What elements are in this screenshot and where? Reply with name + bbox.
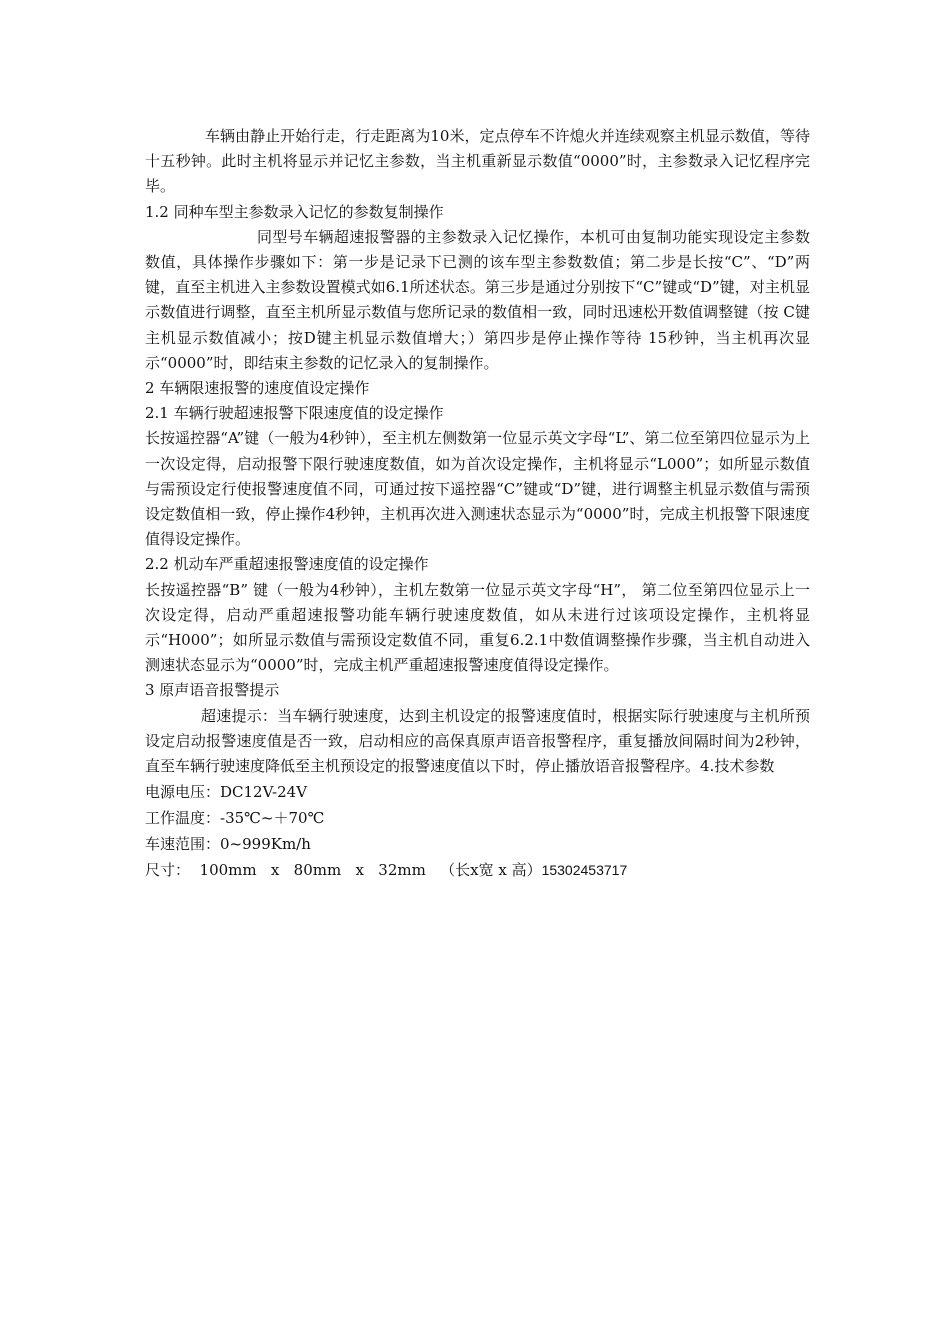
spec-speed-range: 车速范围：0~999Km/h [145,835,311,854]
section-heading-3: 3 原声语音报警提示 [145,681,280,700]
spec-dimensions-line [145,857,810,883]
spec-operating-temperature: 工作温度：-35℃~＋70℃ [145,809,325,828]
paragraph-main-param-record: 车辆由静止开始行走，行走距离为10米，定点停车不许熄火并连续观察主机显示数值，等待十五秒钟。此时主机将显示并记忆主参数，当主机重新显示数值“0000”时，主参数录入记忆程序完毕。 [145,127,810,196]
spec-phone-number: 15302453717 [541,862,628,879]
section-heading-2-2: 2.2 机动车严重超速报警速度值的设定操作 [145,555,429,574]
paragraph-severe-overspeed-setting: 长按遥控器“B” 键（一般为4秒钟），主机左数第一位显示英文字母“H”， 第二位至第四位显示上一次设定得，启动严重超速报警功能车辆行驶速度数值，如从未进行过该项设定操作，主机将显示“H000”；如所显示数值与需预设定数值不同，重复6.2.1中数值调整操作步骤，当主机自动进入测速状态显示为“0000”时，完成主机严重超速报警速度值得设定操作。 [145,580,810,675]
paragraph-voice-alarm: 超速提示：当车辆行驶速度，达到主机设定的报警速度值时，根据实际行驶速度与主机所预设定启动报警速度值是否一致，启动相应的高保真原声语音报警程序，重复播放间隔时间为2秒钟，直至车辆行驶速度降低至主机预设定的报警速度值以下时，停止播放语音报警程序。4.技术参数 [145,706,810,776]
paragraph-param-copy: 同型号车辆超速报警器的主参数录入记忆操作，本机可由复制功能实现设定主参数数值，具体操作步骤如下：第一步是记录下已测的该车型主参数数值；第二步是长按“C”、“D”两键，直至主机进入主参数设置模式如6.1所述状态。第三步是通过分别按下“C”键或“D”键，对主机显示数值进行调整，直至主机所显示数值与您所记录的数值相一致，同时迅速松开数值调整键（按 C键主机显示数值减小；按D键主机显示数值增大；）第四步是停止操作等待 15秒钟，当主机再次显示“0000”时，即结束主参数的记忆录入的复制操作。 [145,227,810,372]
section-heading-1-2: 1.2 同种车型主参数录入记忆的参数复制操作 [145,202,444,221]
spec-power-voltage: 电源电压：DC12V-24V [145,783,308,802]
section-heading-2-1: 2.1 车辆行驶超速报警下限速度值的设定操作 [145,404,444,423]
section-heading-2: 2 车辆限速报警的速度值设定操作 [145,379,370,398]
spec-dimensions: 尺寸： 100mm x 80mm x 32mm （长x宽 x 高） [145,861,542,880]
paragraph-lower-limit-setting: 长按遥控器“A”键（一般为4秒钟），至主机左侧数第一位显示英文字母“L”、第二位至第四位显示为上一次设定得，启动报警下限行驶速度数值，如为首次设定操作，主机将显示“L000”；如所显示数值与需预设定行使报警速度值不同，可通过按下遥控器“C”键或“D”键，进行调整主机显示数值与需预设定数值相一致，停止操作4秒钟，主机再次进入测速状态显示为“0000”时，完成主机报警下限速度值得设定操作。 [145,429,810,549]
document-page [145,124,810,883]
